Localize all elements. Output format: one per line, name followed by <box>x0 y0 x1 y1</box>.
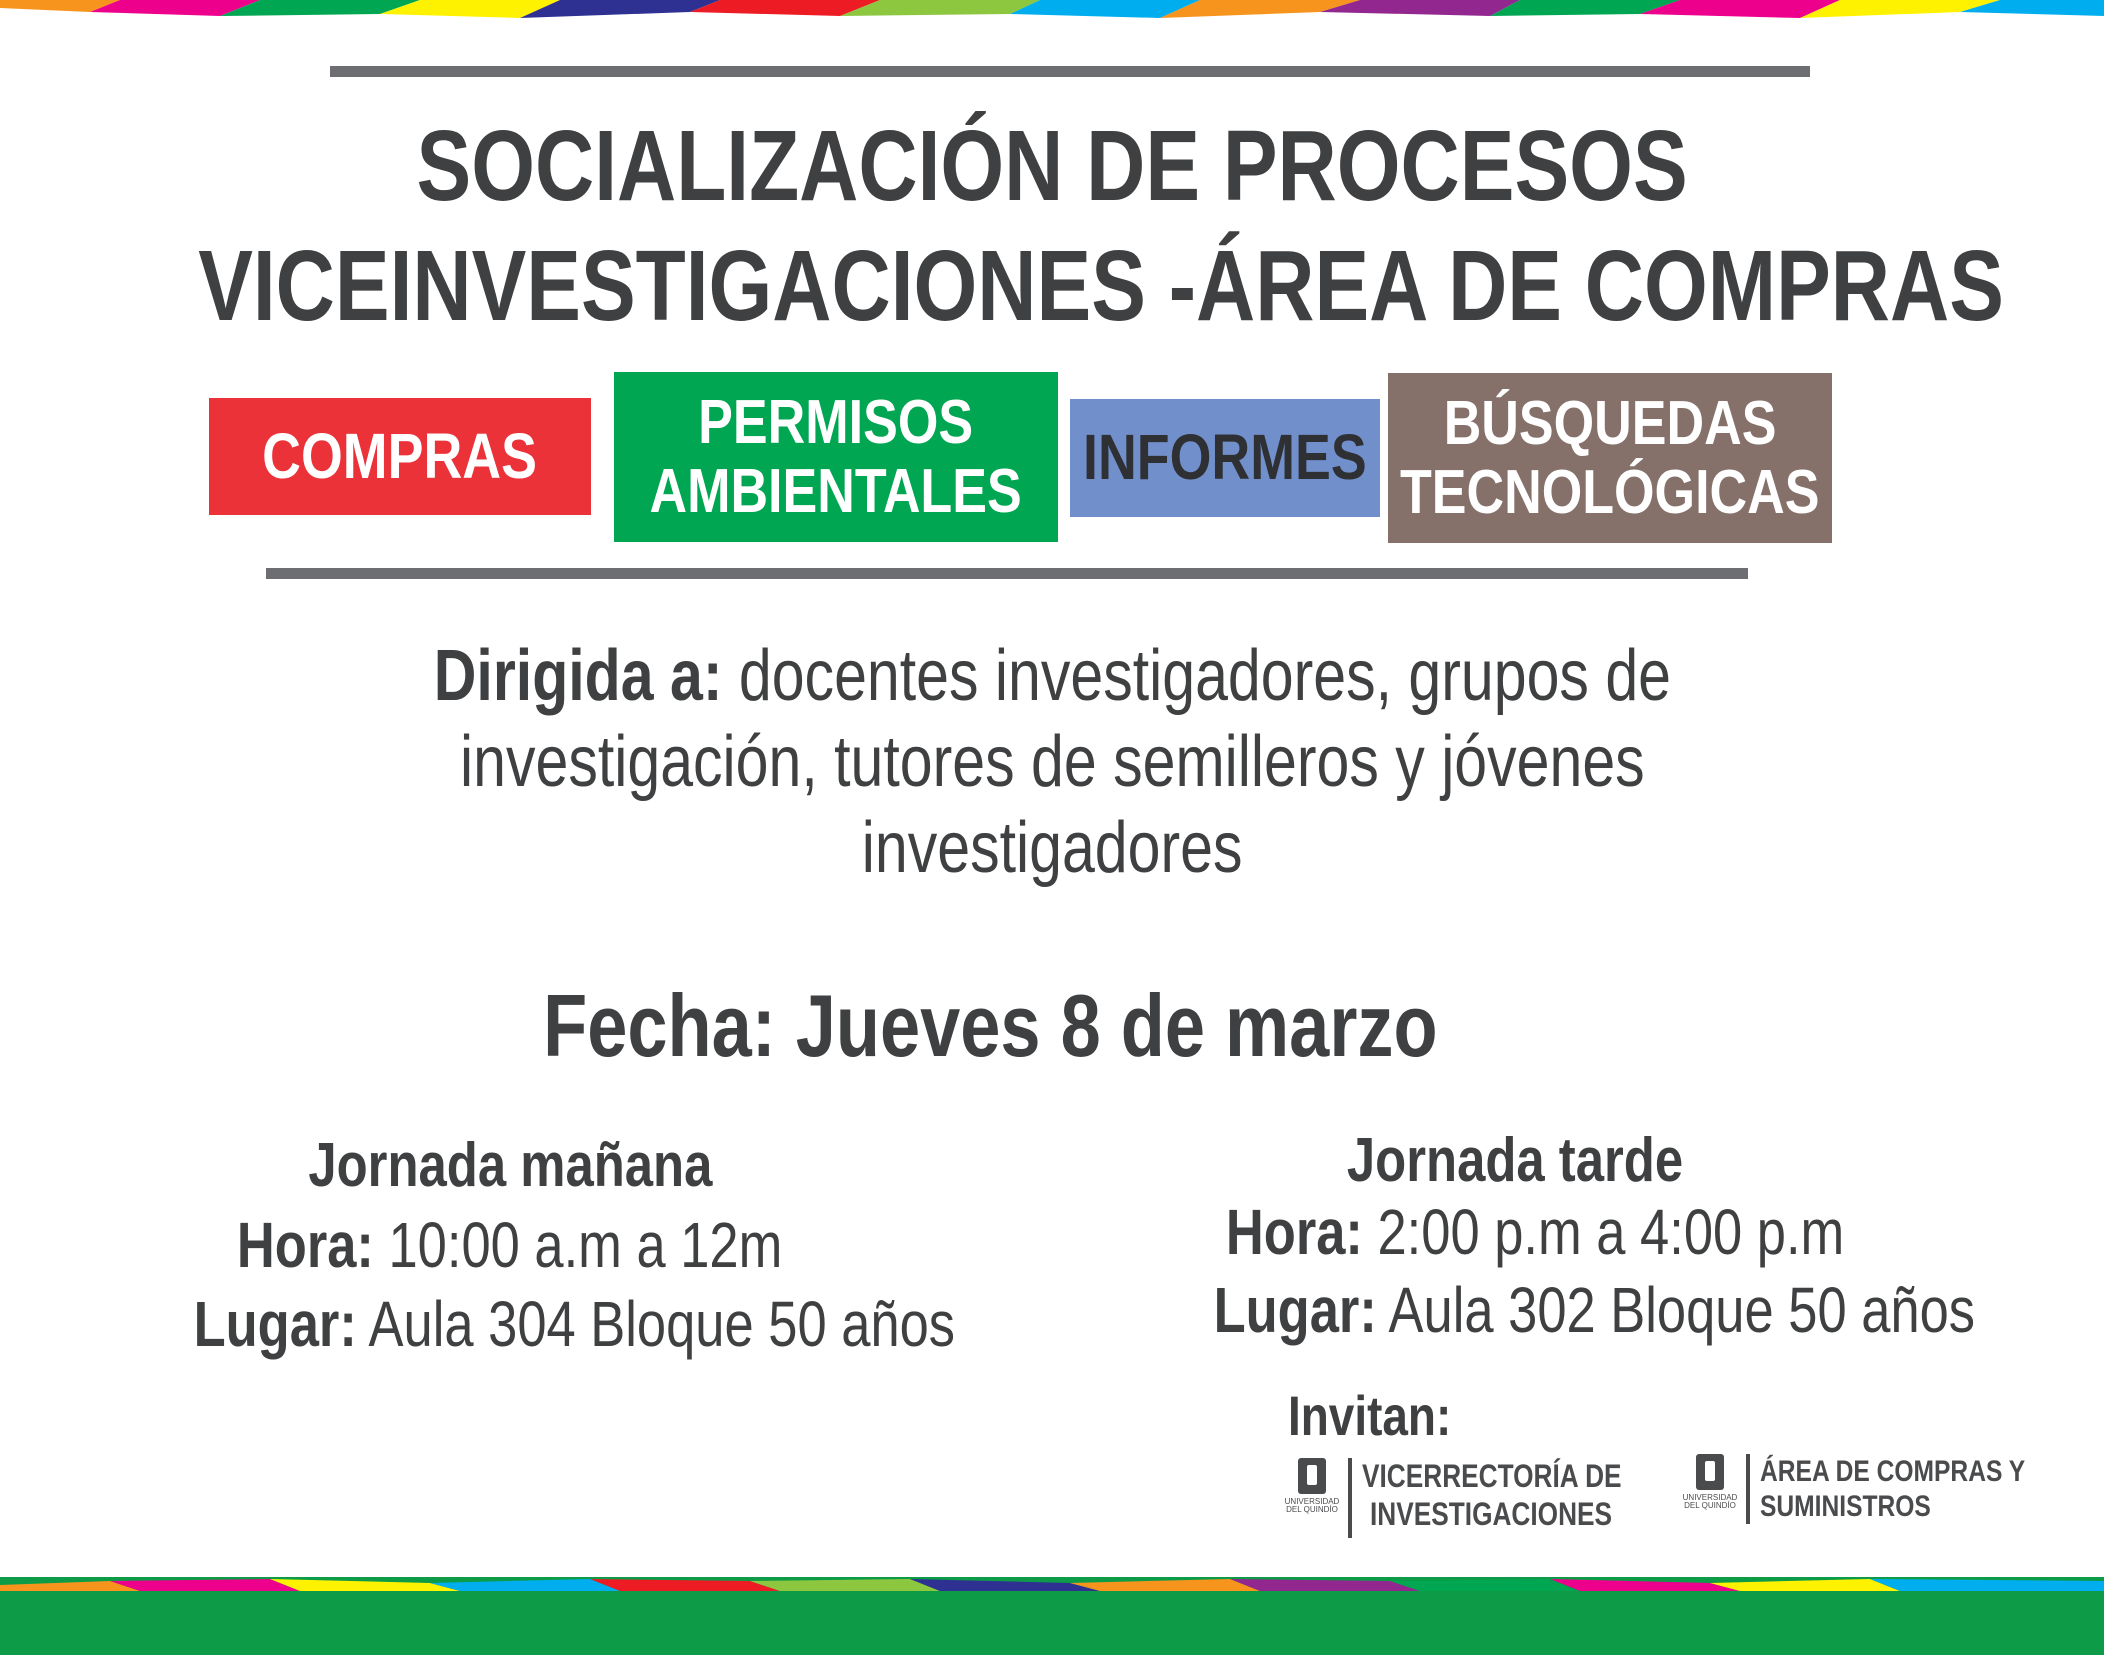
logo-1-title <box>1362 1458 1678 1534</box>
afternoon-hour-value: 2:00 p.m a 4:00 p.m <box>1362 1196 1845 1268</box>
tag-permisos-ambientales <box>614 372 1058 542</box>
page-title-text-2: VICEINVESTIGACIONES -ÁREA DE COMPRAS <box>198 230 2004 342</box>
logo-area-compras <box>1682 1454 2083 1526</box>
top-band-pattern <box>0 0 2104 24</box>
top-divider <box>330 66 1810 77</box>
tag-compras-label: COMPRAS <box>262 419 538 492</box>
university-logo-icon <box>1682 1454 1738 1511</box>
logo-2-title-line-2: SUMINISTROS <box>1760 1490 1931 1524</box>
audience-line-2 <box>0 722 2104 802</box>
tag-busquedas-tecnologicas <box>1388 373 1832 543</box>
logo-vicerrectoria <box>1284 1458 1678 1538</box>
morning-session-place <box>110 1288 956 1360</box>
audience-line-1 <box>0 636 2104 716</box>
top-decorative-band <box>0 0 2104 24</box>
bottom-decorative-strip <box>0 1577 2104 1591</box>
page-title-text-1: SOCIALIZACIÓN DE PROCESOS <box>416 110 1688 222</box>
logo-2-title <box>1760 1454 2083 1525</box>
audience-label: Dirigida a: <box>433 636 723 716</box>
tag-permisos-label-2: AMBIENTALES <box>649 457 1023 526</box>
page-title-line-2 <box>0 230 2104 342</box>
tag-informes-label: INFORMES <box>1083 421 1367 494</box>
morning-hour-label: Hora: <box>237 1209 375 1281</box>
morning-hour-value: 10:00 a.m a 12m <box>374 1209 783 1281</box>
tag-informes <box>1070 399 1380 517</box>
logo-1-org-line-2: DEL QUINDÍO <box>1286 1505 1338 1515</box>
middle-divider <box>266 568 1748 579</box>
tag-busquedas-label-1: BÚSQUEDAS <box>1443 388 1777 458</box>
tag-permisos-label-1: PERMISOS <box>698 387 974 457</box>
event-date <box>380 976 1600 1075</box>
afternoon-title-text: Jornada tarde <box>1346 1126 1684 1195</box>
logo-2-divider <box>1746 1454 1750 1524</box>
morning-session-hour <box>110 1209 910 1281</box>
bottom-strip-pattern <box>0 1577 2104 1591</box>
logo-1-title-line-2: INVESTIGACIONES <box>1370 1495 1613 1532</box>
afternoon-place-value: Aula 302 Bloque 50 años <box>1376 1274 1976 1346</box>
afternoon-hour-label: Hora: <box>1225 1196 1363 1268</box>
invitan-label <box>1288 1384 1487 1447</box>
afternoon-place-label: Lugar: <box>1213 1274 1377 1346</box>
audience-text-2: investigación, tutores de semilleros y jóvenes <box>459 722 1645 802</box>
morning-place-label: Lugar: <box>193 1288 357 1360</box>
logo-1-org-line-1: UNIVERSIDAD <box>1284 1497 1340 1506</box>
tag-busquedas-label-2: TECNOLÓGICAS <box>1400 458 1820 527</box>
logo-1-title-line-1: VICERRECTORÍA DE <box>1362 1458 1622 1494</box>
logo-1-divider <box>1348 1458 1352 1538</box>
audience-line-3 <box>0 808 2104 888</box>
logo-2-title-line-1: ÁREA DE COMPRAS Y <box>1760 1455 2026 1488</box>
tag-compras <box>209 398 591 515</box>
morning-session-title <box>110 1131 910 1200</box>
university-logo-icon <box>1284 1458 1340 1515</box>
logo-2-org-line-2: DEL QUINDÍO <box>1684 1501 1736 1511</box>
bottom-green-band <box>0 1591 2104 1655</box>
event-date-text: Fecha: Jueves 8 de marzo <box>542 976 1438 1075</box>
page-title-line-1 <box>0 110 2104 222</box>
afternoon-session-hour <box>1130 1196 1940 1268</box>
morning-title-text: Jornada mañana <box>307 1131 713 1200</box>
morning-place-value: Aula 304 Bloque 50 años <box>356 1288 956 1360</box>
logo-2-org-line-1: UNIVERSIDAD <box>1682 1493 1738 1502</box>
invitan-text: Invitan: <box>1288 1384 1452 1447</box>
audience-text-1: docentes investigadores, grupos de <box>722 636 1671 716</box>
afternoon-session-place <box>1130 1274 1976 1346</box>
audience-text-3: investigadores <box>861 808 1243 888</box>
afternoon-session-title <box>1110 1126 1920 1195</box>
